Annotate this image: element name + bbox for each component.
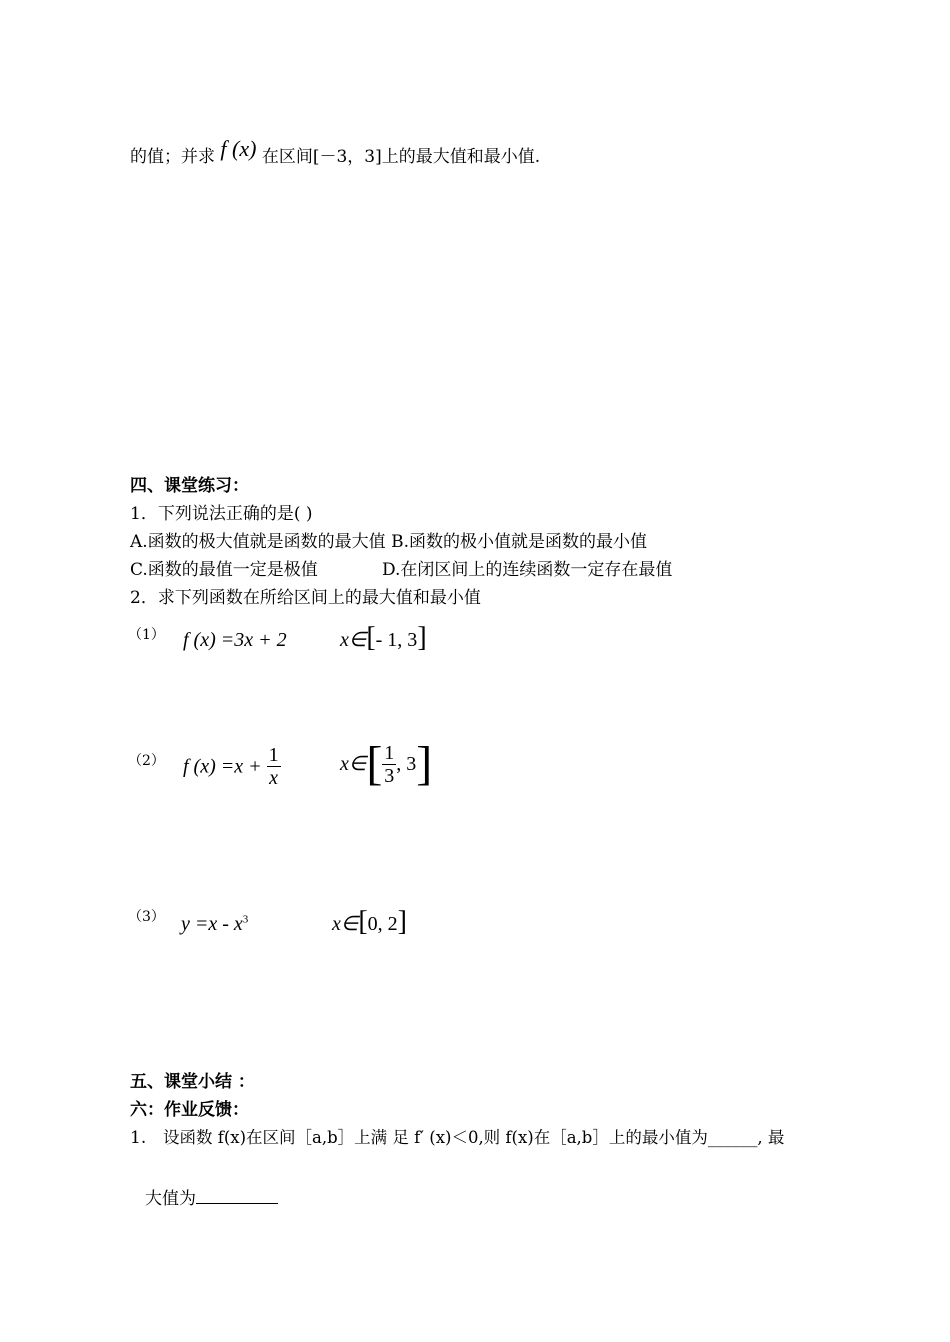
- section5-title: 五、课堂小结 ：: [130, 1072, 255, 1092]
- section6-title: 六：作业反馈：: [130, 1100, 249, 1120]
- problem-2-frac-num: 1: [268, 744, 279, 766]
- problem-1-domain: x∈[- 1, 3]: [340, 622, 427, 653]
- problem-2-domain: x∈[ $\frac{1}{3}$ , 3]: [340, 737, 433, 790]
- top-suffix: 在区间[－3，3]上的最大值和最小值.: [261, 147, 541, 167]
- homework-1-max-blank[interactable]: [196, 1187, 278, 1204]
- question-1: 1．下列说法正确的是( ): [130, 504, 313, 524]
- problem-1-label: （1）: [128, 627, 165, 643]
- problem-3-label: （3）: [128, 909, 165, 925]
- option-d: D.在闭区间上的连续函数一定存在最值: [382, 560, 673, 580]
- problem-3-domain-x: x∈: [332, 913, 359, 935]
- section4-title: 四、课堂练习：: [130, 476, 249, 496]
- problem-2-frac-den: x: [269, 767, 279, 789]
- top-fx: f (x): [220, 136, 257, 161]
- problem-3-domain: x∈[0, 2]: [332, 906, 407, 937]
- problem-3-interval: 0, 2: [367, 913, 398, 935]
- top-prefix: 的值；并求: [130, 147, 215, 167]
- problem-3-function-text: y =x - x: [181, 913, 243, 935]
- problem-2-fraction: [267, 744, 281, 789]
- problem-1-function: f (x) =3x + 2: [183, 629, 287, 651]
- homework-1-max-label: 大值为: [145, 1189, 196, 1209]
- problem-2-function-left: f (x) =x +: [183, 755, 262, 778]
- problem-2-domain-right: , 3: [396, 753, 417, 775]
- problem-2-label: （2）: [128, 753, 165, 769]
- homework-1-continuation: [145, 1187, 278, 1208]
- question-2: 2．求下列函数在所给区间上的最大值和最小值: [130, 588, 481, 608]
- problem-2-domain-fraction: [382, 742, 396, 787]
- problem-3-function: [181, 914, 248, 934]
- problem-1-interval: - 1, 3: [375, 629, 418, 651]
- problem-3-exponent: 3: [242, 913, 249, 926]
- option-c: C.函数的最值一定是极值: [130, 560, 318, 580]
- problem-2-domain-num: 1: [384, 741, 395, 764]
- problem-2-domain-x: x∈: [340, 753, 367, 775]
- top-line: [130, 136, 541, 167]
- homework-1-text: 设函数 f(x)在区间［a,b］上满 足 f′ (x)＜0,则 f(x)在［a,b］上的最小值为______, 最: [163, 1128, 785, 1147]
- problem-2-domain-den: 3: [384, 764, 395, 787]
- homework-1-number: 1.: [130, 1128, 147, 1148]
- problem-1-domain-x: x∈: [340, 629, 367, 651]
- problem-2-function: [183, 744, 281, 789]
- option-ab: A.函数的极大值就是函数的最大值 B.函数的极小值就是函数的最小值: [130, 532, 647, 552]
